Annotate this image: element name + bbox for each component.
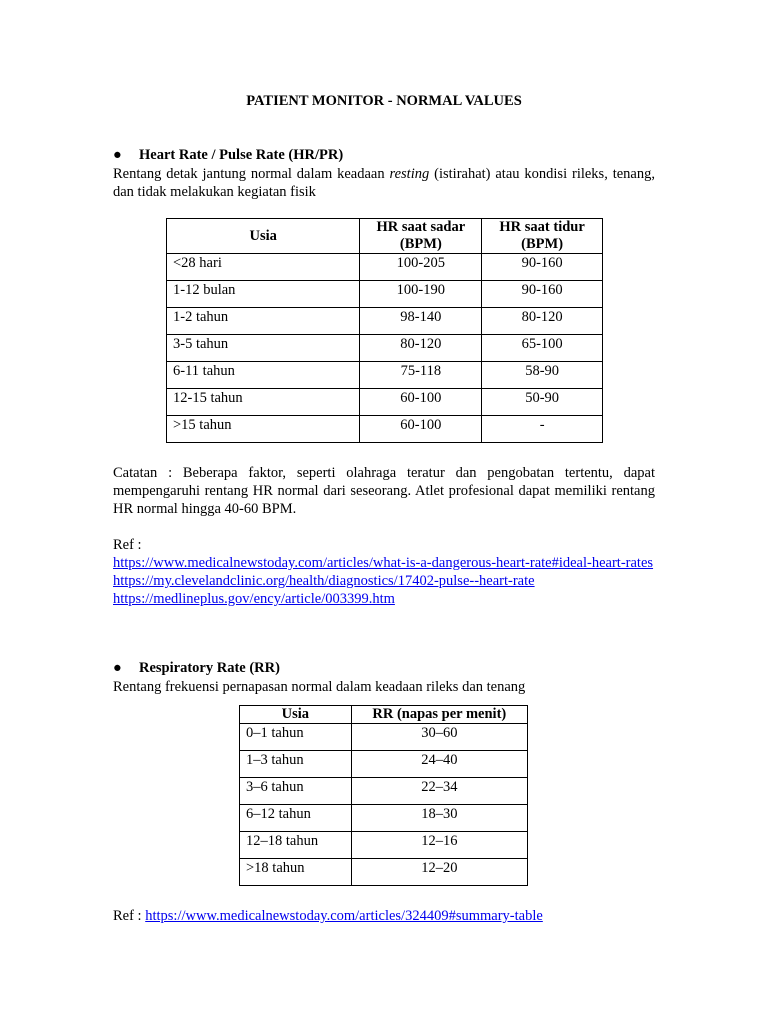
rr-cell: 18–30 bbox=[351, 805, 527, 832]
hr-table-row bbox=[167, 362, 603, 389]
hr-references bbox=[113, 536, 655, 608]
hr-table bbox=[166, 218, 603, 443]
hr-desc-part1: Rentang detak jantung normal dalam keadaan bbox=[113, 166, 390, 182]
rr-cell: 24–40 bbox=[351, 751, 527, 778]
hr-cell: 75-118 bbox=[360, 362, 482, 389]
rr-table-row bbox=[240, 724, 528, 751]
hr-table-header-row bbox=[167, 219, 603, 254]
hr-cell: - bbox=[482, 416, 603, 443]
rr-table-row bbox=[240, 751, 528, 778]
rr-cell: 12–18 tahun bbox=[240, 832, 352, 859]
rr-col-rr: RR (napas per menit) bbox=[351, 706, 527, 724]
bullet-icon: ● bbox=[113, 660, 122, 676]
rr-cell: 30–60 bbox=[351, 724, 527, 751]
hr-cell: 80-120 bbox=[360, 335, 482, 362]
hr-ref-link-3[interactable]: https://medlineplus.gov/ency/article/003399.htm bbox=[113, 591, 395, 607]
hr-col-sadar: HR saat sadar (BPM) bbox=[360, 219, 482, 254]
hr-note: Catatan : Beberapa faktor, seperti olahraga teratur dan pengobatan tertentu, dapat mempengaruhi rentang HR normal dari seseorang. Atlet profesional dapat memiliki rentang HR normal hingga 40-60 BPM. bbox=[113, 465, 655, 517]
hr-col-tidur: HR saat tidur (BPM) bbox=[482, 219, 603, 254]
bullet-icon: ● bbox=[113, 147, 122, 163]
rr-cell: 0–1 tahun bbox=[240, 724, 352, 751]
hr-table-row bbox=[167, 254, 603, 281]
hr-table-row bbox=[167, 308, 603, 335]
hr-col-usia: Usia bbox=[167, 219, 360, 254]
rr-table-row bbox=[240, 832, 528, 859]
rr-heading bbox=[113, 660, 280, 677]
hr-ref-label: Ref : bbox=[113, 537, 142, 553]
hr-cell: <28 hari bbox=[167, 254, 360, 281]
rr-ref-label: Ref : bbox=[113, 908, 142, 924]
hr-table-row bbox=[167, 281, 603, 308]
rr-cell: 6–12 tahun bbox=[240, 805, 352, 832]
hr-cell: 12-15 tahun bbox=[167, 389, 360, 416]
hr-desc-part2: (istirahat) atau kondisi rileks, tenang, dan tidak melakukan kegiatan fisik bbox=[113, 166, 655, 200]
rr-description: Rentang frekuensi pernapasan normal dalam keadaan rileks dan tenang bbox=[113, 679, 526, 695]
rr-table-header-row bbox=[240, 706, 528, 724]
hr-cell: 98-140 bbox=[360, 308, 482, 335]
hr-heading bbox=[113, 147, 343, 164]
hr-ref-link-1[interactable]: https://www.medicalnewstoday.com/articles/what-is-a-dangerous-heart-rate#ideal-heart-rates bbox=[113, 555, 654, 571]
hr-cell: 100-190 bbox=[360, 281, 482, 308]
hr-description bbox=[113, 165, 655, 201]
hr-cell: 65-100 bbox=[482, 335, 603, 362]
hr-cell: 58-90 bbox=[482, 362, 603, 389]
hr-table-row bbox=[167, 389, 603, 416]
rr-cell: >18 tahun bbox=[240, 859, 352, 886]
rr-heading-text: Respiratory Rate (RR) bbox=[139, 660, 280, 676]
hr-cell: 50-90 bbox=[482, 389, 603, 416]
rr-table-row bbox=[240, 805, 528, 832]
rr-cell: 22–34 bbox=[351, 778, 527, 805]
rr-col-usia: Usia bbox=[240, 706, 352, 724]
rr-cell: 12–16 bbox=[351, 832, 527, 859]
hr-cell: 90-160 bbox=[482, 281, 603, 308]
hr-cell: 90-160 bbox=[482, 254, 603, 281]
rr-cell: 3–6 tahun bbox=[240, 778, 352, 805]
hr-cell: 100-205 bbox=[360, 254, 482, 281]
hr-cell: 6-11 tahun bbox=[167, 362, 360, 389]
hr-cell: 60-100 bbox=[360, 416, 482, 443]
hr-ref-link-2[interactable]: https://my.clevelandclinic.org/health/diagnostics/17402-pulse--heart-rate bbox=[113, 573, 535, 589]
rr-table bbox=[239, 705, 528, 886]
hr-desc-italic: resting bbox=[389, 166, 430, 182]
rr-table-row bbox=[240, 859, 528, 886]
hr-cell: 60-100 bbox=[360, 389, 482, 416]
rr-ref-link[interactable]: https://www.medicalnewstoday.com/articles/324409#summary-table bbox=[145, 908, 543, 924]
hr-heading-text: Heart Rate / Pulse Rate (HR/PR) bbox=[139, 147, 344, 163]
hr-cell: 3-5 tahun bbox=[167, 335, 360, 362]
hr-cell: 1-2 tahun bbox=[167, 308, 360, 335]
hr-cell: 1-12 bulan bbox=[167, 281, 360, 308]
hr-cell: >15 tahun bbox=[167, 416, 360, 443]
hr-cell: 80-120 bbox=[482, 308, 603, 335]
rr-table-row bbox=[240, 778, 528, 805]
rr-references bbox=[113, 907, 655, 925]
rr-cell: 12–20 bbox=[351, 859, 527, 886]
rr-cell: 1–3 tahun bbox=[240, 751, 352, 778]
page-title: PATIENT MONITOR - NORMAL VALUES bbox=[246, 93, 522, 109]
hr-table-row bbox=[167, 335, 603, 362]
hr-table-row bbox=[167, 416, 603, 443]
